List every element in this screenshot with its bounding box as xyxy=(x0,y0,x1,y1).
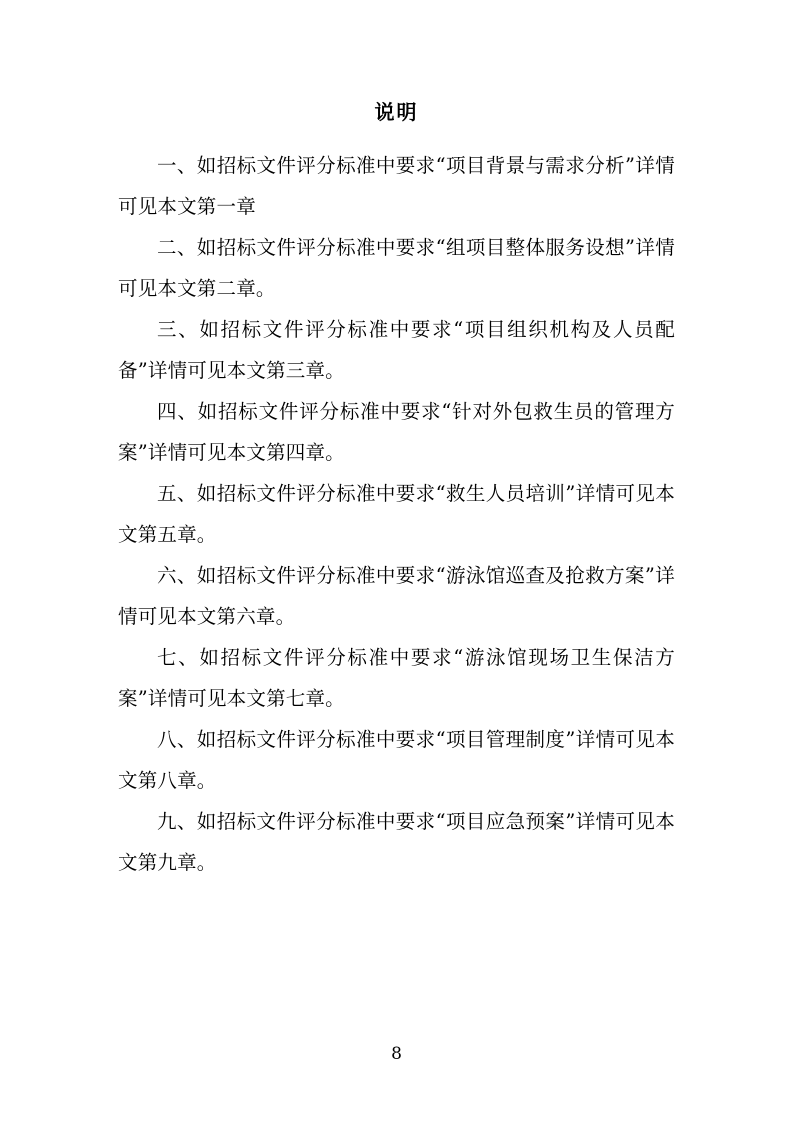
page-title: 说明 xyxy=(374,100,419,124)
paragraph-6: 六、如招标文件评分标准中要求“游泳馆巡查及抢救方案”详情可见本文第六章。 xyxy=(118,564,675,628)
paragraph-1: 一、如招标文件评分标准中要求“项目背景与需求分析”详情可见本文第一章 xyxy=(118,154,675,218)
paragraph-2: 二、如招标文件评分标准中要求“组项目整体服务设想”详情可见本文第二章。 xyxy=(118,236,675,300)
paragraph-8: 八、如招标文件评分标准中要求“项目管理制度”详情可见本文第八章。 xyxy=(118,728,675,792)
page-number: 8 xyxy=(391,1044,402,1064)
paragraph-4: 四、如招标文件评分标准中要求“针对外包救生员的管理方案”详情可见本文第四章。 xyxy=(118,400,675,464)
paragraph-9: 九、如招标文件评分标准中要求“项目应急预案”详情可见本文第九章。 xyxy=(118,810,675,874)
paragraph-7: 七、如招标文件评分标准中要求“游泳馆现场卫生保洁方案”详情可见本文第七章。 xyxy=(118,646,675,710)
paragraph-3: 三、如招标文件评分标准中要求“项目组织机构及人员配备”详情可见本文第三章。 xyxy=(118,318,675,382)
paragraph-5: 五、如招标文件评分标准中要求“救生人员培训”详情可见本文第五章。 xyxy=(118,482,675,546)
